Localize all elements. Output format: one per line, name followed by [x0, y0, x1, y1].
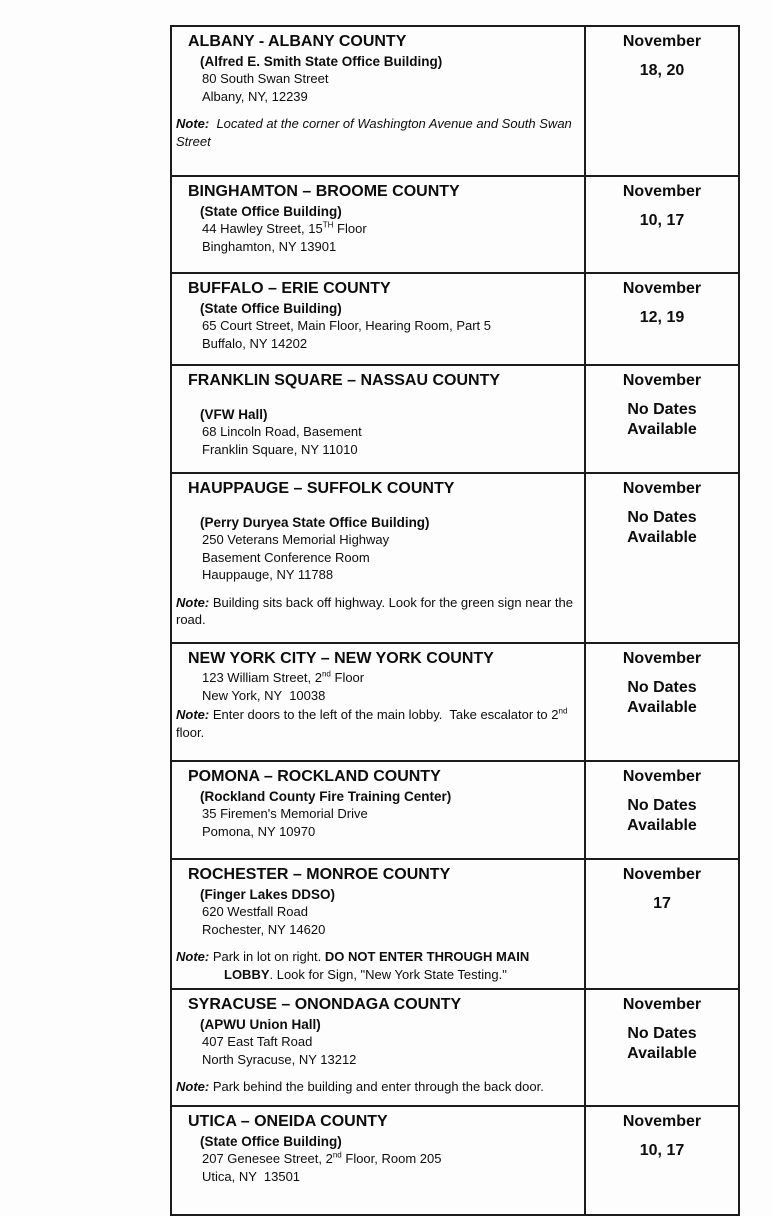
- date-line: No Dates: [627, 679, 697, 696]
- location-info-cell: [171, 273, 585, 365]
- building-name: (State Office Building): [200, 301, 342, 316]
- month-label: November: [622, 768, 702, 785]
- address-line: 123 William Street, 2nd Floor: [202, 669, 365, 685]
- location-note: [176, 1078, 576, 1096]
- location-title: HAUPPAUGE – SUFFOLK COUNTY: [188, 480, 455, 497]
- location-note: [176, 115, 576, 150]
- month-label: November: [622, 33, 702, 50]
- date-line: No Dates: [627, 401, 697, 418]
- address-line: 80 South Swan Street: [202, 71, 329, 86]
- month-label: November: [622, 650, 702, 667]
- dates-value: [590, 894, 734, 914]
- date-line: 10, 17: [639, 212, 685, 229]
- address-line: Albany, NY, 12239: [202, 88, 308, 104]
- month-label: November: [622, 183, 702, 200]
- location-title: BINGHAMTON – BROOME COUNTY: [188, 183, 460, 200]
- address-line: 35 Firemen's Memorial Drive: [202, 806, 368, 821]
- dates-value: [590, 508, 734, 548]
- building-name: (Rockland County Fire Training Center): [200, 789, 452, 804]
- note-label: Note:: [176, 949, 210, 964]
- location-dates-cell: [585, 273, 739, 365]
- spacer: [176, 499, 576, 513]
- location-note: [176, 948, 576, 983]
- note-line: [176, 948, 576, 966]
- location-info-cell: [171, 26, 585, 176]
- location-title: UTICA – ONEIDA COUNTY: [188, 1113, 388, 1130]
- address-line: Franklin Square, NY 11010: [202, 441, 358, 457]
- dates-value: [590, 678, 734, 718]
- building-name: (VFW Hall): [200, 407, 268, 422]
- address-line: Pomona, NY 10970: [202, 823, 316, 839]
- location-info-cell: [171, 176, 585, 273]
- date-line: Available: [627, 699, 697, 716]
- location-row: [171, 473, 739, 643]
- location-dates-cell: [585, 859, 739, 989]
- dates-value: [590, 400, 734, 440]
- address-line: Rochester, NY 14620: [202, 921, 326, 937]
- location-title: SYRACUSE – ONONDAGA COUNTY: [188, 996, 462, 1013]
- location-row: [171, 1106, 739, 1215]
- testing-locations-table: [170, 25, 740, 1216]
- note-text: LOBBY: [224, 966, 270, 982]
- building-name: (State Office Building): [200, 204, 342, 219]
- location-dates-cell: [585, 26, 739, 176]
- note-text: Park in lot on right.: [209, 949, 325, 964]
- location-row: [171, 26, 739, 176]
- month-label: November: [622, 280, 702, 297]
- dates-value: [590, 1024, 734, 1064]
- address-line: 65 Court Street, Main Floor, Hearing Room, Part 5: [202, 318, 492, 333]
- address-line: 68 Lincoln Road, Basement: [202, 424, 362, 439]
- location-title: FRANKLIN SQUARE – NASSAU COUNTY: [188, 372, 501, 389]
- note-label: Note:: [176, 707, 210, 722]
- month-label: November: [622, 866, 702, 883]
- location-note: [176, 706, 576, 741]
- address-line: 620 Westfall Road: [202, 904, 308, 919]
- location-dates-cell: [585, 643, 739, 761]
- address-line: Basement Conference Room: [202, 549, 370, 565]
- date-line: Available: [627, 421, 697, 438]
- date-line: No Dates: [627, 509, 697, 526]
- location-row: [171, 273, 739, 365]
- location-dates-cell: [585, 176, 739, 273]
- note-label: Note:: [176, 116, 210, 131]
- location-title: ROCHESTER – MONROE COUNTY: [188, 866, 451, 883]
- date-line: 10, 17: [639, 1142, 685, 1159]
- note-line: [176, 966, 576, 984]
- note-text: . Look for Sign, "New York State Testing.": [269, 966, 507, 982]
- location-note: [176, 594, 576, 629]
- date-line: Available: [627, 529, 697, 546]
- note-label: Note:: [176, 594, 210, 610]
- address-line: 207 Genesee Street, 2nd Floor, Room 205: [202, 1150, 442, 1166]
- building-name: (State Office Building): [200, 1134, 342, 1149]
- location-title: POMONA – ROCKLAND COUNTY: [188, 768, 441, 785]
- address-line: North Syracuse, NY 13212: [202, 1051, 357, 1067]
- date-line: No Dates: [627, 1025, 697, 1042]
- location-dates-cell: [585, 365, 739, 473]
- date-line: No Dates: [627, 797, 697, 814]
- month-label: November: [622, 480, 702, 497]
- location-row: [171, 176, 739, 273]
- dates-value: [590, 796, 734, 836]
- note-line: [176, 115, 576, 150]
- building-name: (Finger Lakes DDSO): [200, 887, 336, 902]
- location-title: NEW YORK CITY – NEW YORK COUNTY: [188, 650, 494, 667]
- note-line: [176, 594, 576, 629]
- date-line: 18, 20: [639, 62, 685, 79]
- address-line: 44 Hawley Street, 15TH Floor: [202, 220, 367, 236]
- dates-value: [590, 211, 734, 231]
- address-line: 250 Veterans Memorial Highway: [202, 532, 390, 547]
- note-line: [176, 706, 576, 741]
- locations-table-body: [171, 26, 739, 1215]
- dates-value: [590, 308, 734, 328]
- location-row: [171, 365, 739, 473]
- note-text: Building sits back off highway. Look for the green sign near the road.: [176, 594, 577, 627]
- building-name: (Alfred E. Smith State Office Building): [200, 54, 443, 69]
- location-info-cell: [171, 761, 585, 859]
- note-text: DO NOT ENTER THROUGH MAIN: [324, 949, 530, 964]
- location-row: [171, 643, 739, 761]
- date-line: 17: [653, 895, 671, 912]
- note-text: Located at the corner of Washington Avenue and South Swan Street: [176, 116, 576, 149]
- location-info-cell: [171, 473, 585, 643]
- address-line: Hauppauge, NY 11788: [202, 567, 334, 582]
- month-label: November: [622, 372, 702, 389]
- location-dates-cell: [585, 473, 739, 643]
- dates-value: [590, 61, 734, 81]
- dates-value: [590, 1141, 734, 1161]
- month-label: November: [622, 1113, 702, 1130]
- date-line: Available: [627, 1045, 697, 1062]
- location-title: BUFFALO – ERIE COUNTY: [188, 280, 391, 297]
- date-line: Available: [627, 817, 697, 834]
- location-info-cell: [171, 989, 585, 1106]
- location-info-cell: [171, 859, 585, 989]
- address-line: New York, NY 10038: [202, 687, 326, 703]
- location-info-cell: [171, 643, 585, 761]
- note-label: Note:: [176, 1079, 210, 1094]
- location-dates-cell: [585, 761, 739, 859]
- address-line: 407 East Taft Road: [202, 1034, 313, 1049]
- month-label: November: [622, 996, 702, 1013]
- location-row: [171, 989, 739, 1106]
- note-text: Park behind the building and enter through the back door.: [209, 1079, 544, 1094]
- location-info-cell: [171, 1106, 585, 1215]
- spacer: [176, 391, 576, 405]
- address-line: Utica, NY 13501: [202, 1168, 301, 1184]
- address-line: Buffalo, NY 14202: [202, 335, 308, 351]
- building-name: (Perry Duryea State Office Building): [200, 515, 430, 530]
- location-dates-cell: [585, 1106, 739, 1215]
- location-title: ALBANY - ALBANY COUNTY: [188, 33, 407, 50]
- address-line: Binghamton, NY 13901: [202, 238, 337, 254]
- building-name: (APWU Union Hall): [200, 1017, 321, 1032]
- location-row: [171, 859, 739, 989]
- date-line: 12, 19: [639, 309, 685, 326]
- location-info-cell: [171, 365, 585, 473]
- location-row: [171, 761, 739, 859]
- note-line: [176, 1078, 576, 1096]
- note-text: Enter doors to the left of the main lobby. Take escalator to 2nd floor.: [176, 706, 572, 740]
- location-dates-cell: [585, 989, 739, 1106]
